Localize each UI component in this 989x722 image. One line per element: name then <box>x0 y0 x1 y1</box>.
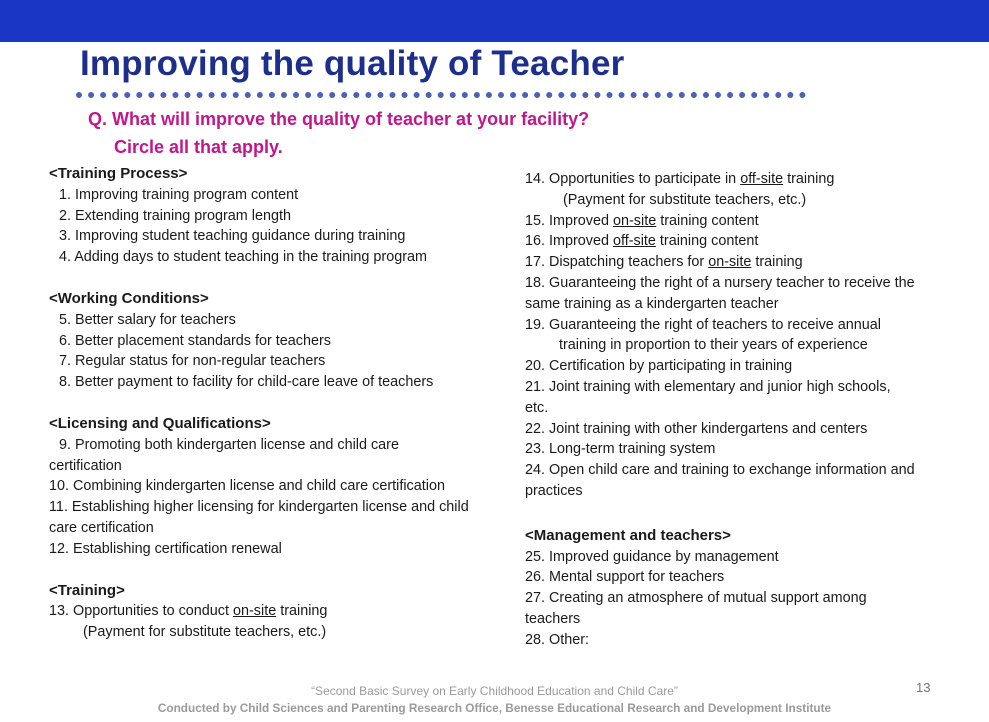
footer-survey-title: “Second Basic Survey on Early Childhood Education and Child Care” <box>311 684 678 698</box>
item-underlined-text: off-site <box>613 233 656 250</box>
list-item-continuation: practices <box>525 482 583 499</box>
section-heading-licensing: <Licensing and Qualifications> <box>49 414 271 432</box>
list-item <box>525 169 965 190</box>
list-item: 23. Long-term training system <box>525 441 716 458</box>
right-column <box>525 169 965 651</box>
list-item <box>49 601 519 622</box>
page-number: 13 <box>916 680 931 695</box>
list-item-continuation: etc. <box>525 399 549 416</box>
section-heading-training-process: <Training Process> <box>49 165 188 182</box>
question-line-2: Circle all that apply. <box>114 137 283 157</box>
list-item: 5. Better salary for teachers <box>59 311 236 328</box>
list-item <box>525 252 965 273</box>
slide-title: Improving the quality of Teacher <box>80 44 625 83</box>
list-item-continuation: certification <box>49 457 122 474</box>
title-divider <box>76 92 806 98</box>
list-item: 22. Joint training with other kindergartens and centers <box>525 420 868 437</box>
list-item: 25. Improved guidance by management <box>525 548 779 565</box>
item-underlined-text: on-site <box>233 603 277 620</box>
list-item: 12. Establishing certification renewal <box>49 540 282 557</box>
list-item: 7. Regular status for non-regular teachers <box>59 353 326 370</box>
list-item: 10. Combining kindergarten license and child care certification <box>49 478 445 495</box>
list-item: 1. Improving training program content <box>59 186 299 203</box>
list-item: 21. Joint training with elementary and junior high schools, <box>525 378 891 395</box>
list-item: 19. Guaranteeing the right of teachers to receive annual <box>525 316 881 333</box>
list-item: 6. Better placement standards for teachers <box>59 332 331 349</box>
list-item: 26. Mental support for teachers <box>525 569 725 586</box>
item-underlined-text: on-site <box>613 212 657 229</box>
list-item: 11. Establishing higher licensing for kindergarten license and child <box>49 499 469 516</box>
question-line-1: Q. What will improve the quality of teacher at your facility? <box>88 109 590 129</box>
section-heading-working-conditions: <Working Conditions> <box>49 289 209 307</box>
list-item-continuation: training in proportion to their years of experience <box>559 337 868 354</box>
list-item-continuation: same training as a kindergarten teacher <box>525 295 779 312</box>
list-item: 18. Guaranteeing the right of a nursery teacher to receive the <box>525 274 915 291</box>
section-heading-training: <Training> <box>49 581 125 599</box>
list-item: 8. Better payment to facility for child-care leave of teachers <box>59 374 434 391</box>
item-text: 16. Improved <box>525 233 613 250</box>
list-item: 28. Other: <box>525 631 589 648</box>
item-text: training content <box>656 212 759 229</box>
item-text: training <box>751 254 803 271</box>
list-item: 3. Improving student teaching guidance during training <box>59 228 406 245</box>
list-item-continuation: teachers <box>525 610 581 627</box>
section-heading-management: <Management and teachers> <box>525 526 731 544</box>
list-item <box>525 211 965 232</box>
top-bar <box>0 0 989 42</box>
list-item: 24. Open child care and training to exchange information and <box>525 462 915 479</box>
footer-credit: Conducted by Child Sciences and Parenting Research Office, Benesse Educational Research and Development Institute <box>157 701 832 715</box>
left-column <box>49 164 519 643</box>
list-item: 2. Extending training program length <box>59 207 291 224</box>
item-text: 15. Improved <box>525 212 613 229</box>
list-item-subnote: (Payment for substitute teachers, etc.) <box>83 624 327 641</box>
item-underlined-text: on-site <box>708 254 752 271</box>
list-item-continuation: care certification <box>49 519 154 536</box>
list-item: 20. Certification by participating in training <box>525 358 793 375</box>
list-item-subnote: (Payment for substitute teachers, etc.) <box>563 191 807 208</box>
item-text: training content <box>655 233 759 250</box>
list-item: 4. Adding days to student teaching in the training program <box>59 249 428 266</box>
item-text: training <box>276 603 328 620</box>
item-text: 17. Dispatching teachers for <box>525 254 709 271</box>
item-text: training <box>783 171 835 187</box>
list-item: 27. Creating an atmosphere of mutual support among <box>525 590 867 607</box>
item-text: 13. Opportunities to conduct <box>49 603 233 620</box>
list-item <box>525 231 965 252</box>
list-item: 9. Promoting both kindergarten license and child care <box>59 436 399 453</box>
question <box>88 105 589 161</box>
item-underlined-text: off-site <box>740 171 784 187</box>
item-text: 14. Opportunities to participate in <box>525 171 741 187</box>
